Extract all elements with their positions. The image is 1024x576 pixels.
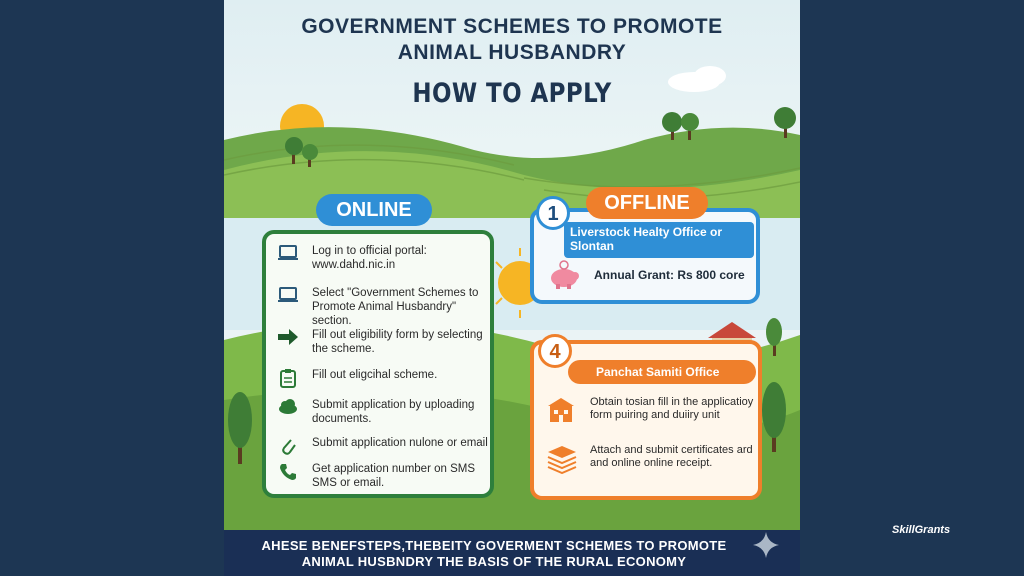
online-step bbox=[276, 368, 490, 388]
cloud-upload-icon bbox=[276, 398, 300, 418]
office-name: Panchat Samiti Office bbox=[568, 360, 756, 384]
annual-grant-text: Annual Grant: Rs 800 core bbox=[594, 268, 745, 282]
footer-line-1: AHESE BENEFSTEPS,THEBEITY GOVERMENT SCHEMES TO PROMOTE bbox=[261, 538, 727, 553]
brand-watermark: SkillGrants bbox=[892, 524, 951, 536]
online-step bbox=[276, 286, 490, 328]
piggy-bank-icon bbox=[548, 260, 582, 290]
laptop-icon bbox=[276, 244, 300, 264]
step-number-badge: 1 bbox=[536, 196, 570, 230]
step-number-badge: 4 bbox=[538, 334, 572, 368]
poster-subtitle: HOW TO APPLY bbox=[412, 78, 612, 109]
offline-label: OFFLINE bbox=[586, 187, 708, 219]
online-step-text: Get application number on SMS SMS or email. bbox=[312, 463, 476, 489]
poster-footer bbox=[224, 530, 800, 576]
online-step bbox=[276, 398, 490, 426]
title-line-2: ANIMAL HUSBANDRY bbox=[397, 41, 627, 64]
paperclip-icon bbox=[276, 436, 300, 456]
poster-title bbox=[224, 14, 800, 66]
offline-step-text: Obtain tosian fill in the applicatioy form puiring and duiiry unit bbox=[590, 396, 754, 421]
sparkle-icon bbox=[752, 531, 780, 559]
building-icon bbox=[546, 396, 578, 426]
online-label: ONLINE bbox=[316, 194, 432, 226]
clipboard-icon bbox=[276, 368, 300, 388]
footer-caption bbox=[254, 538, 734, 570]
online-step-text: Fill out eligcihal scheme. bbox=[312, 369, 438, 381]
laptop-icon bbox=[276, 286, 300, 306]
phone-icon bbox=[276, 462, 300, 482]
footer-line-2: ANIMAL HUSBNDRY THE BASIS OF THE RURAL ECONOMY bbox=[301, 554, 687, 569]
online-step-text: Submit application nulone or email bbox=[312, 437, 488, 449]
office-name: Liverstock Healty Office or Slontan bbox=[564, 222, 754, 258]
offline-step bbox=[546, 444, 754, 474]
online-step bbox=[276, 436, 490, 456]
online-step-text: Submit application by uploading documents. bbox=[312, 399, 475, 425]
title-line-1: GOVERNMENT SCHEMES TO PROMOTE bbox=[301, 15, 723, 38]
online-step-text: Select "Government Schemes to Promote Animal Husbandry" section. bbox=[312, 287, 479, 327]
online-step bbox=[276, 328, 490, 356]
infographic-poster bbox=[224, 0, 800, 576]
online-step-text: Fill out eligibility form by selecting the scheme. bbox=[312, 329, 483, 355]
offline-step bbox=[546, 396, 754, 426]
offline-step-text: Attach and submit certificates ard and online online receipt. bbox=[590, 444, 753, 469]
online-step bbox=[276, 462, 490, 490]
online-step bbox=[276, 244, 490, 272]
online-steps-card bbox=[262, 230, 494, 498]
arrow-right-icon bbox=[276, 328, 300, 348]
online-step-text: Log in to official portal: www.dahd.nic.in bbox=[312, 245, 427, 271]
documents-stack-icon bbox=[546, 444, 578, 474]
